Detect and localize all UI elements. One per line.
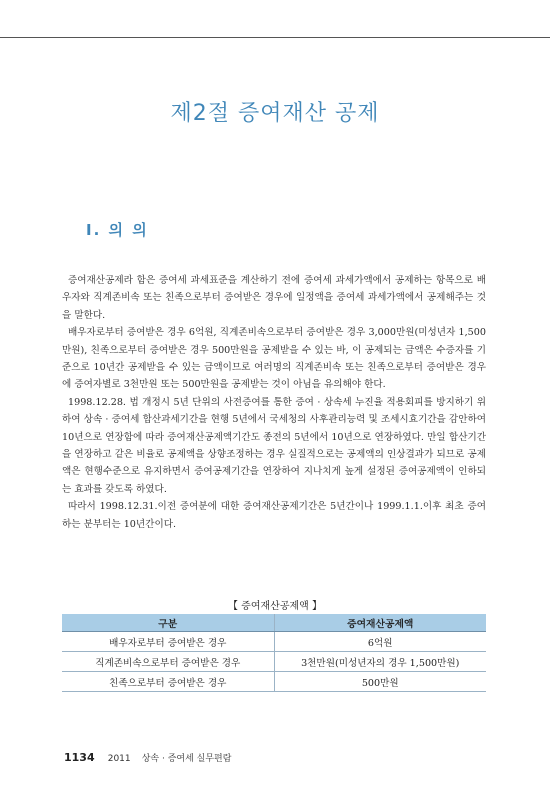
page-footer [64,746,231,765]
paragraph-1: 증여재산공제라 함은 증여세 과세표준을 계산하기 전에 증여세 과세가액에서 공제하는 항목으로 배우자와 직계존비속 또는 친족으로부터 증여받은 경우에 일정액을 증여세 과세가액에서 공제해주는 것을 말한다. [62,275,486,321]
table-row [62,652,486,672]
table-header-row [62,614,486,632]
row-category: 친족으로부터 증여받은 경우 [62,672,274,692]
page-number: 1134 [64,751,95,764]
deduction-table [62,614,486,692]
section-title: Ⅰ. 의 의 [86,221,149,239]
paragraph-3: 1998.12.28. 법 개정시 5년 단위의 사전증여를 통한 증여 · 상속세 누진율 적용회피를 방지하기 위하여 상속 · 증여세 합산과세기간을 현행 5년에서 국세청의 사후관리능력 및 조세시효기간을 감안하여 10년으로 연장함에 따라 증여재산공제액기간도 종전의 5년에서 10년으로 연장하였다. 만일 합산기간을 연장하고 같은 비율로 공제액을 상향조정하는 경우 실질적으로는 공제액의 인상결과가 되므로 공제액은 현행수준으로 유지하면서 증여공제기간을 연장하여 지나치게 높게 설정된 증여공제액이 인하되는 효과를 갖도록 하였다. [62,396,486,495]
header-category: 구분 [62,614,274,632]
footer-year: 2011 [107,754,131,764]
paragraph-4: 따라서 1998.12.31.이전 증여분에 대한 증여재산공제기간은 5년간이나 1999.1.1.이후 최초 증여하는 분부터는 10년간이다. [62,501,486,530]
paragraph-2: 배우자로부터 증여받은 경우 6억원, 직계존비속으로부터 증여받은 경우 3,000만원(미성년자 1,500만원), 친족으로부터 증여받은 경우 500만원을 공제받을 수 있는 바, 이 공제되는 금액은 수증자를 기준으로 10년간 공제받을 수 있는 금액이므로 여러명의 직계존비속 또는 친족으로부터 증여받은 경우에 증여자별로 3천만원 또는 500만원을 공제받는 것이 아님을 유의해야 한다. [62,327,486,391]
row-amount: 500만원 [274,672,486,692]
table-row [62,632,486,652]
row-amount: 3천만원(미성년자의 경우 1,500만원) [274,652,486,672]
row-category: 직계존비속으로부터 증여받은 경우 [62,652,274,672]
body-text [62,272,486,533]
chapter-title: 제2절 증여재산 공제 [170,101,380,126]
row-amount: 6억원 [274,632,486,652]
row-category: 배우자로부터 증여받은 경우 [62,632,274,652]
header-rule [0,37,550,38]
footer-book-title: 상속 · 증여세 실무편람 [141,754,232,764]
header-deduction-amount: 증여재산공제액 [274,614,486,632]
table-caption: 【 증여재산공제액 】 [228,601,322,612]
table-row [62,672,486,692]
